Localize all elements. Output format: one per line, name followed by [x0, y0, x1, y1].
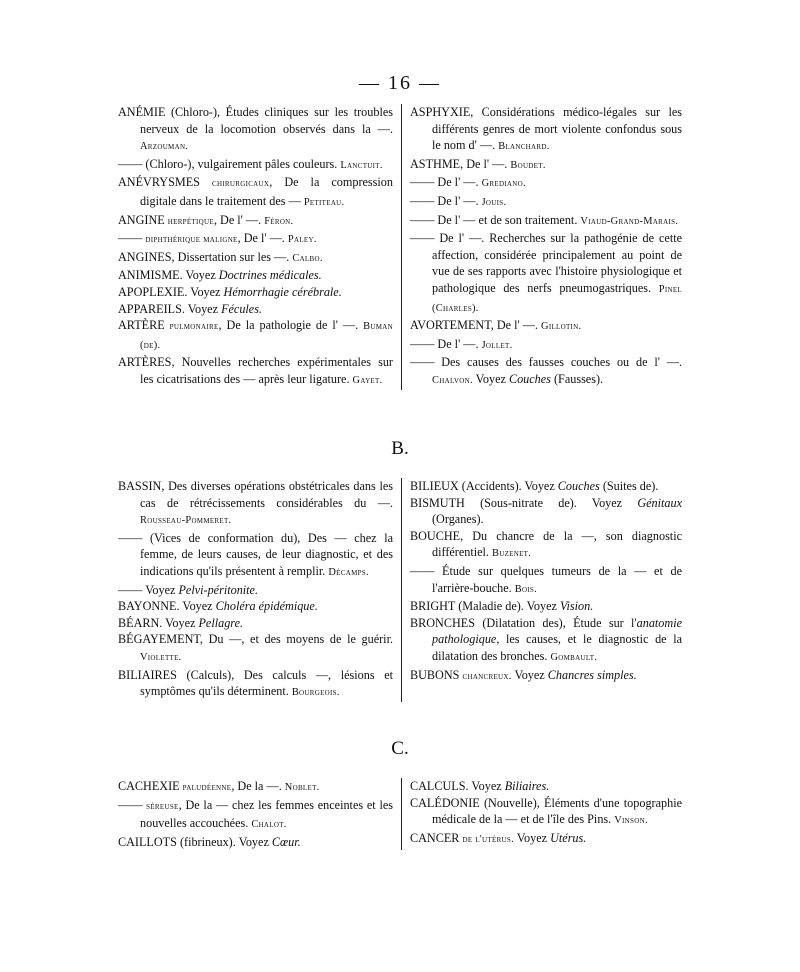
author-or-qualifier: Gayet.	[352, 374, 383, 386]
index-entry	[118, 530, 393, 582]
index-entry	[410, 193, 682, 212]
index-entry	[118, 284, 393, 301]
index-entry	[410, 156, 682, 175]
index-entry	[118, 249, 393, 268]
entry-text: —— Des causes des fausses couches ou de l' —.	[410, 355, 682, 370]
index-entry	[118, 478, 393, 530]
entry-text: APPAREILS. Voyez	[118, 301, 222, 316]
entry-text: (Suites de).	[599, 479, 659, 493]
cross-reference: Pellagre.	[198, 615, 244, 630]
cross-reference: Cœur.	[271, 834, 301, 849]
entry-text: ANGINES, Dissertation sur les —.	[118, 249, 293, 264]
index-entry	[410, 778, 682, 795]
section-a	[118, 104, 684, 390]
index-entry	[118, 156, 393, 175]
author-or-qualifier: Chalot.	[251, 819, 287, 831]
entry-text: ——	[118, 231, 146, 246]
entry-text: BRONCHES (Dilatation des), Étude sur l'	[410, 615, 637, 630]
index-entry	[118, 104, 393, 156]
index-entry	[410, 795, 682, 830]
author-or-qualifier: Chalvon.	[432, 374, 473, 386]
author-or-qualifier: Paley.	[287, 234, 317, 246]
entry-text: Voyez	[472, 371, 509, 386]
entry-text: ANÉMIE (Chloro-), Études cliniques sur les troubles nerveux de la locomotion observés dans la —.	[118, 105, 393, 136]
cross-reference: Chancres simples.	[547, 667, 637, 682]
entry-text: —— (Vices de conformation du), Des — chez la femme, de leurs causes, de leur diagnostic, et des indications qu'ils présentent à remplir.	[118, 530, 393, 578]
entry-text: , De la —.	[231, 779, 285, 793]
entry-text: CALÉDONIE (Nouvelle), Éléments d'une topographie médicale de la — et de l'île des Pins.	[410, 795, 682, 827]
author-or-qualifier: chancreux.	[462, 670, 512, 682]
index-entry	[118, 212, 393, 231]
author-or-qualifier: paludéenne	[182, 782, 232, 793]
entry-text: , De l' —.	[237, 231, 288, 246]
cross-reference: Vision.	[559, 599, 594, 614]
entry-text: ASPHYXIE, Considérations médico-légales sur les différents genres de mort violente confondus sous le nom d' —.	[410, 105, 682, 153]
index-entry	[410, 528, 682, 563]
cross-reference: Utérus.	[550, 830, 587, 845]
index-entry	[410, 317, 682, 336]
index-entry	[410, 354, 682, 389]
author-or-qualifier: Violette.	[140, 651, 182, 663]
entry-text: , De la pathologie de l' —.	[218, 318, 364, 333]
column-right	[401, 478, 682, 702]
entry-text: —— De l' —.	[410, 336, 482, 351]
author-or-qualifier: séreuse	[146, 800, 179, 812]
index-entry	[118, 598, 393, 615]
author-or-qualifier: de l'utérus.	[462, 833, 514, 845]
author-or-qualifier: Rousseau-Pommeret.	[140, 515, 232, 527]
entry-text: CACHEXIE	[118, 779, 183, 793]
author-or-qualifier: herpétique	[167, 215, 214, 227]
entry-text: ANIMISME. Voyez	[118, 268, 219, 283]
cross-reference: Doctrines médicales.	[218, 268, 322, 283]
index-entry	[118, 354, 393, 389]
cross-reference: Génitaux	[637, 495, 682, 510]
author-or-qualifier: Buzenet.	[492, 548, 532, 560]
author-or-qualifier: Lanctuit.	[340, 159, 383, 171]
index-entry	[410, 212, 682, 231]
author-or-qualifier: chirurgicaux	[211, 178, 270, 190]
entry-text: —— De l' —.	[410, 175, 482, 190]
cross-reference: Couches	[557, 479, 600, 493]
entry-text: Voyez	[511, 667, 548, 682]
column-right	[401, 104, 682, 390]
index-entry	[118, 631, 393, 666]
author-or-qualifier: Boudet.	[510, 159, 546, 171]
entry-text: BISMUTH (Sous-nitrate de). Voyez	[410, 495, 638, 510]
letter-heading-c: C.	[391, 738, 409, 759]
index-entry	[118, 317, 393, 354]
author-or-qualifier: Gombault.	[550, 651, 598, 663]
entry-text: BUBONS	[410, 667, 463, 682]
entry-text: ANÉVRYSMES	[118, 175, 212, 190]
index-entry	[118, 301, 393, 318]
index-entry	[118, 267, 393, 284]
cross-reference: Choléra épidémique.	[215, 599, 318, 614]
author-or-qualifier: Bois.	[514, 583, 538, 595]
author-or-qualifier: Gillotin.	[541, 321, 582, 333]
cross-reference: Hémorrhagie cérébrale.	[223, 284, 342, 299]
author-or-qualifier: Décamps.	[328, 566, 369, 578]
entry-text: —— Voyez	[118, 582, 179, 597]
author-or-qualifier: Bourgeois.	[291, 687, 340, 699]
index-entry	[410, 174, 682, 193]
author-or-qualifier: Jouis.	[481, 196, 507, 208]
author-or-qualifier: Féron.	[264, 215, 294, 227]
page-number: — 16 —	[359, 72, 441, 94]
author-or-qualifier: Calbo.	[292, 252, 323, 264]
cross-reference: Pelvi-péritonite.	[178, 582, 259, 597]
column-right	[401, 778, 682, 850]
entry-text: , De la — chez les femmes enceintes et les nouvelles accouchées.	[140, 797, 393, 831]
entry-text: BAYONNE. Voyez	[118, 599, 216, 614]
author-or-qualifier: Noblet.	[284, 782, 320, 793]
entry-text: —— De l' —.	[410, 193, 482, 208]
index-entry	[410, 336, 682, 355]
author-or-qualifier: Jollet.	[481, 339, 513, 351]
entry-text: BÉARN. Voyez	[118, 615, 199, 630]
index-entry	[410, 104, 682, 156]
author-or-qualifier: Buman (de).	[140, 321, 393, 351]
index-entry	[410, 615, 682, 667]
author-or-qualifier: pulmonaire	[169, 321, 219, 333]
index-entry	[118, 667, 393, 702]
entry-text: BILIEUX (Accidents). Voyez	[410, 479, 558, 493]
index-entry	[118, 615, 393, 632]
entry-text: CALCULS. Voyez	[410, 779, 505, 793]
entry-text: CANCER	[410, 830, 463, 845]
column-left	[118, 104, 399, 390]
index-entry	[118, 834, 393, 851]
column-left	[118, 478, 399, 702]
entry-text: BÉGAYEMENT, Du —, et des moyens de le guérir.	[118, 632, 393, 647]
entry-text: AVORTEMENT, De l' —.	[410, 318, 542, 333]
entry-text: ARTÈRES, Nouvelles recherches expérimentales sur les cicatrisations des — après leur ligature.	[118, 355, 393, 386]
entry-text: , De la compression digitale dans le traitement des —	[140, 175, 393, 208]
entry-text: BRIGHT (Maladie de). Voyez	[410, 599, 560, 614]
author-or-qualifier: Viaud-Grand-Marais.	[580, 215, 679, 227]
author-or-qualifier: Arzouman.	[140, 141, 189, 153]
section-c	[118, 778, 684, 850]
index-entry	[118, 582, 393, 599]
index-entry	[118, 797, 393, 834]
index-entry	[410, 478, 682, 495]
author-or-qualifier: Grediano.	[481, 178, 526, 190]
entry-text: ANGINE	[118, 212, 168, 227]
entry-text: APOPLEXIE. Voyez	[118, 284, 224, 299]
author-or-qualifier: Vinson.	[614, 815, 648, 827]
column-left	[118, 778, 399, 850]
entry-text: ASTHME, De l' —.	[410, 156, 511, 171]
index-entry	[118, 778, 393, 797]
entry-text: —— De l' — et de son traitement.	[410, 212, 581, 227]
entry-text: Voyez	[513, 830, 551, 845]
entry-text: ARTÈRE	[118, 318, 170, 333]
letter-heading-b: B.	[391, 438, 409, 459]
index-entry	[410, 495, 682, 528]
entry-text: ——	[118, 797, 147, 812]
index-entry	[410, 598, 682, 615]
entry-text: —— (Chloro-), vulgairement pâles couleurs.	[118, 156, 341, 171]
index-entry	[410, 230, 682, 317]
index-entry	[410, 830, 682, 849]
entry-text: CAILLOTS (fibrineux). Voyez	[118, 834, 272, 849]
entry-text: (Fausses).	[550, 371, 604, 386]
entry-text: les causes, et le diagnostic de la dilatation des bronches.	[432, 632, 682, 663]
entry-text: —— De l' —. Recherches sur la pathogénie de cette affection, considérée principalement au point de vue de ses rapports avec l'histoire physiologique et pathologique des nerfs pneumogastriques.	[410, 231, 682, 295]
entry-text: (Organes).	[432, 512, 484, 527]
entry-text: , De l' —.	[213, 212, 265, 227]
entry-text: BILIAIRES (Calculs), Des calculs —, lésions et symptômes qu'ils déterminent.	[118, 667, 393, 699]
entry-text: BOUCHE, Du chancre de la —, son diagnostic différentiel.	[410, 528, 682, 560]
author-or-qualifier: diphthérique maligne	[145, 234, 238, 246]
author-or-qualifier: Petiteau.	[303, 196, 345, 208]
entry-text: —— Étude sur quelques tumeurs de la — et de l'arrière-bouche.	[410, 563, 682, 595]
entry-text: BASSIN, Des diverses opérations obstétricales dans les cas de rétrécissements considérables du —.	[118, 479, 393, 510]
cross-reference: Couches	[508, 371, 551, 386]
cross-reference: anatomie pathologique,	[432, 615, 682, 647]
index-entry	[118, 174, 393, 211]
author-or-qualifier: Blanchard.	[498, 141, 550, 153]
author-or-qualifier: Pinel (Charles).	[432, 283, 682, 314]
index-entry	[410, 563, 682, 598]
index-entry	[410, 667, 682, 686]
section-b	[118, 478, 684, 702]
cross-reference: Fécules.	[221, 301, 263, 316]
index-entry	[118, 230, 393, 249]
cross-reference: Biliaires.	[504, 779, 550, 793]
